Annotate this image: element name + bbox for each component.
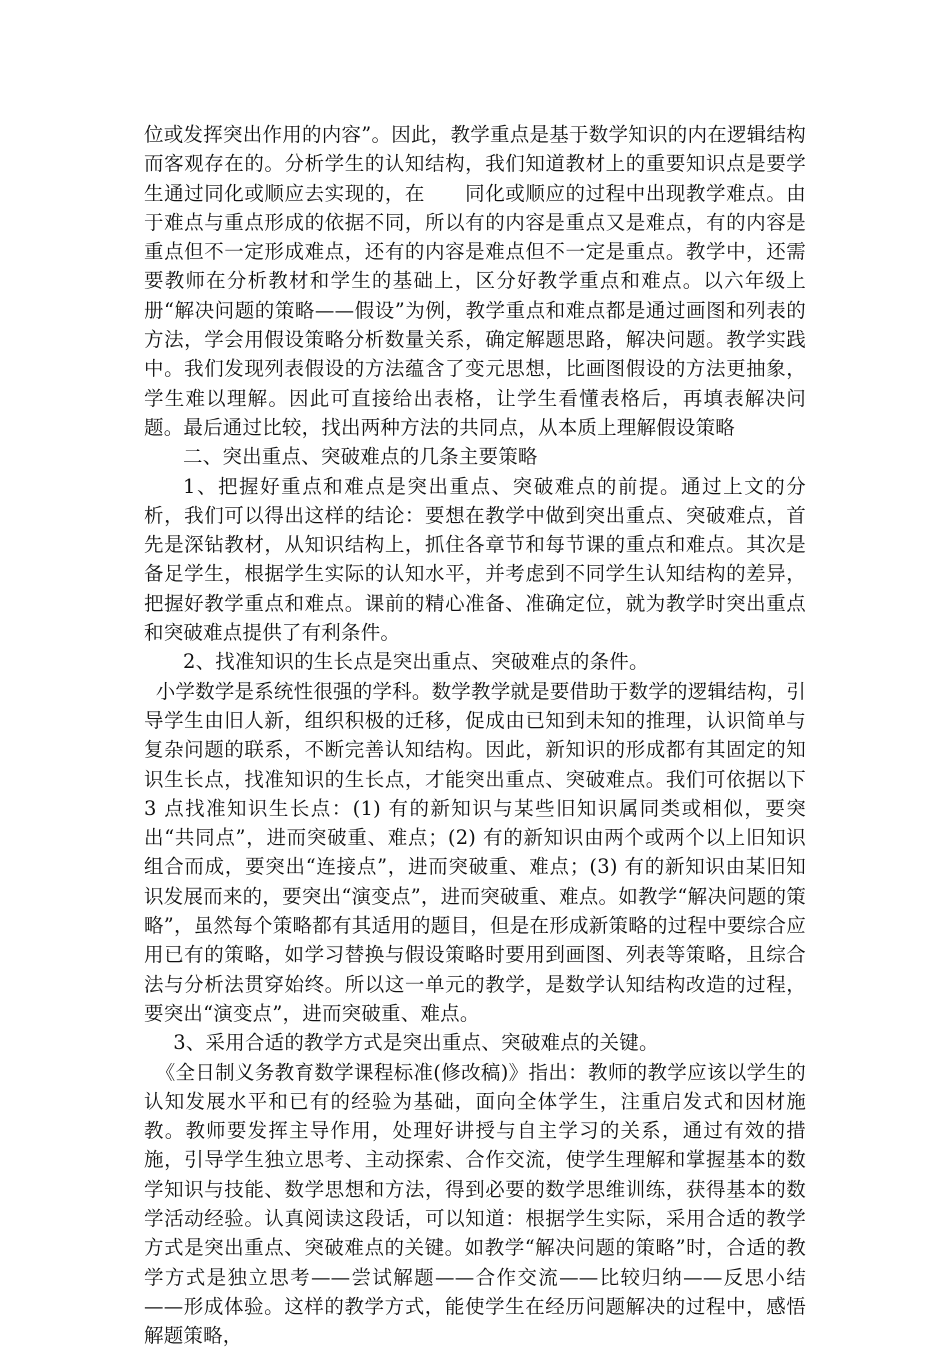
document-body	[144, 120, 806, 1350]
paragraph-teaching-focus: 位或发挥突出作用的内容”。因此，教学重点是基于数学知识的内在逻辑结构而客观存在的。分析学生的认知结构，我们知道教材上的重要知识点是要学生通过同化或顺应去实现的，在 同化或顺应的过程中出现教学难点。由于难点与重点形成的依据不同，所以有的内容是重点又是难点，有的内容是重点但不一定形成难点，还有的内容是难点但不一定是重点。教学中，还需要教师在分析教材和学生的基础上，区分好教学重点和难点。以六年级上册“解决问题的策略——假设”为例，教学重点和难点都是通过画图和列表的方法，学会用假设策略分析数量关系，确定解题思路，解决问题。教学实践中。我们发现列表假设的方法蕴含了变元思想，比画图假设的方法更抽象，学生难以理解。因此可直接给出表格，让学生看懂表格后，再填表解决问题。最后通过比较，找出两种方法的共同点，从本质上理解假设策略	[144, 120, 806, 442]
paragraph-point-3-body: 《全日制义务教育数学课程标准(修改稿)》指出：教师的教学应该以学生的认知发展水平和已有的经验为基础，面向全体学生，注重启发式和因材施教。教师要发挥主导作用，处理好讲授与自主学习的关系，通过有效的措施，引导学生独立思考、主动探索、合作交流，使学生理解和掌握基本的数学知识与技能、数学思想和方法，得到必要的数学思维训练，获得基本的数学活动经验。认真阅读这段话，可以知道：根据学生实际，采用合适的教学方式是突出重点、突破难点的关键。如教学“解决问题的策略”时，合适的教学方式是独立思考——尝试解题——合作交流——比较归纳——反思小结——形成体验。这样的教学方式，能使学生在经历问题解决的过程中，感悟解题策略，	[144, 1058, 806, 1350]
section-heading-strategies: 二、突出重点、突破难点的几条主要策略	[144, 442, 806, 471]
paragraph-point-3-heading: 3、采用合适的教学方式是突出重点、突破难点的关键。	[144, 1028, 806, 1057]
paragraph-point-1: 1、把握好重点和难点是突出重点、突破难点的前提。通过上文的分析，我们可以得出这样的结论：要想在教学中做到突出重点、突破难点，首先是深钻教材，从知识结构上，抓住各章节和每节课的重点和难点。其次是备足学生，根据学生实际的认知水平，并考虑到不同学生认知结构的差异，把握好教学重点和难点。课前的精心准备、准确定位，就为教学时突出重点和突破难点提供了有利条件。	[144, 472, 806, 648]
paragraph-point-2-heading: 2、找准知识的生长点是突出重点、突破难点的条件。	[144, 647, 806, 676]
paragraph-point-2-body: 小学数学是系统性很强的学科。数学教学就是要借助于数学的逻辑结构，引导学生由旧人新，组织积极的迁移，促成由已知到未知的推理，认识简单与复杂问题的联系，不断完善认知结构。因此，新知识的形成都有其固定的知识生长点，找准知识的生长点，才能突出重点、突破难点。我们可依据以下 3 点找准知识生长点：(1) 有的新知识与某些旧知识属同类或相似，要突出“共同点”，进而突破重、难点；(2) 有的新知识由两个或两个以上旧知识组合而成，要突出“连接点”，进而突破重、难点；(3) 有的新知识由某旧知识发展而来的，要突出“演变点”，进而突破重、难点。如教学“解决问题的策略”，虽然每个策略都有其适用的题目，但是在形成新策略的过程中要综合应用已有的策略，如学习替换与假设策略时要用到画图、列表等策略，且综合法与分析法贯穿始终。所以这一单元的教学，是数学认知结构改造的过程，要突出“演变点”，进而突破重、难点。	[144, 677, 806, 1029]
